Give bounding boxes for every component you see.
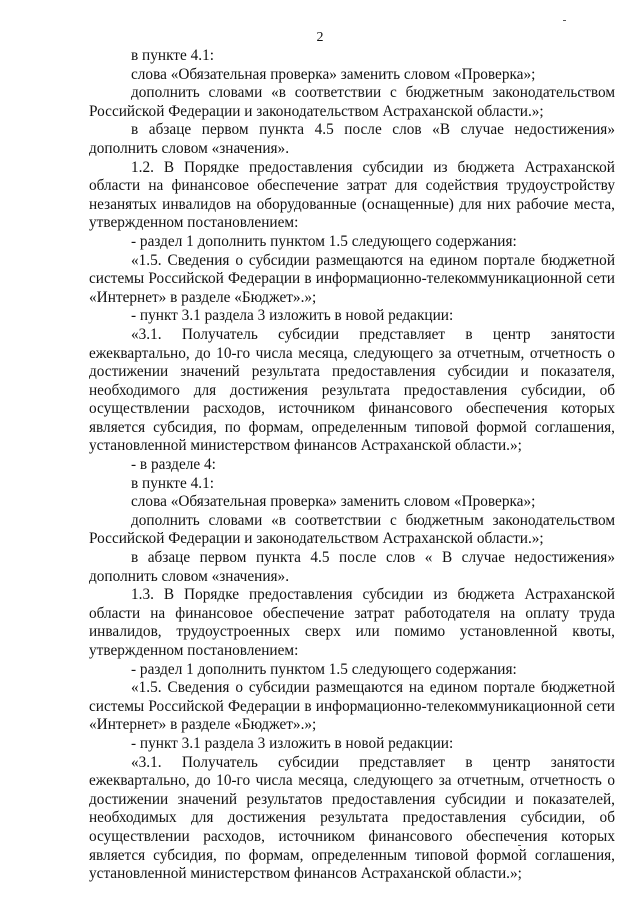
paragraph-18: - пункт 3.1 раздела 3 изложить в новой редакции: (131, 734, 454, 752)
paragraph-4: в абзаце первом пункта 4.5 после слов «В случае недостижения» дополнить словом «значения». (89, 121, 615, 157)
paragraph-3: дополнить словами «в соответствии с бюджетным законодательством Российской Федерации и законодательством Астраханской области.»; (89, 84, 615, 120)
paragraph-7: «1.5. Сведения о субсидии размещаются на едином портале бюджетной системы Российской Федерации в информационно-телекоммуникационной сети «Интернет» в разделе «Бюджет».»; (89, 251, 615, 306)
paragraph-16: - раздел 1 дополнить пунктом 1.5 следующего содержания: (131, 660, 517, 678)
paragraph-13: дополнить словами «в соответствии с бюджетным законодательством Российской Федерации и законодательством Астраханской области.»; (89, 511, 615, 548)
paragraph-5: 1.2. В Порядке предоставления субсидии из бюджета Астраханской области на финансовое обеспечение затрат для содействия трудоустройству незанятых инвалидов на оборудованные (оснащенные) для них рабочие места, утвержденном постановлением: (89, 158, 615, 232)
scan-speck (518, 845, 521, 846)
paragraph-12: слова «Обязательная проверка» заменить словом «Проверка»; (131, 493, 536, 511)
paragraph-8: - пункт 3.1 раздела 3 изложить в новой редакции: (131, 307, 454, 325)
paragraph-1: в пункте 4.1: (131, 47, 214, 64)
paragraph-6: - раздел 1 дополнить пунктом 1.5 следующего содержания: (131, 232, 517, 250)
paragraph-2: слова «Обязательная проверка» заменить словом «Проверка»; (131, 65, 536, 83)
paragraph-11: в пункте 4.1: (131, 474, 214, 492)
page-number: 2 (316, 30, 324, 45)
paragraph-9: «3.1. Получатель субсидии представляет в центр занятости ежеквартально, до 10-го числа месяца, следующего за отчетным, отчетность о достижении значений результата предоставления субсидии и показателя, необходимого для достижения результата предоставления субсидии, об осуществлении расходов, источником финансового обеспечения которых является субсидия, по формам, определенным типовой формой соглашения, установленной министерством финансов Астраханской области.»; (89, 325, 615, 455)
paragraph-19: «3.1. Получатель субсидии представляет в центр занятости ежеквартально, до 10-го числа месяца, следующего за отчетным, отчетность о достижении значений результатов предоставления субсидии и показателей, необходимых для достижения результата предоставления субсидии, об осуществлении расходов, источником финансового обеспечения которых является субсидия, по формам, определенным типовой формой соглашения, установленной министерством финансов Астраханской области.»; (89, 753, 615, 883)
scan-speck (563, 20, 566, 21)
paragraph-15: 1.3. В Порядке предоставления субсидии из бюджета Астраханской области на финансовое обеспечение затрат работодателя на оплату труда инвалидов, трудоустроенных сверх или помимо установленной квоты, утвержденном постановлением: (89, 586, 615, 659)
paragraph-17: «1.5. Сведения о субсидии размещаются на едином портале бюджетной системы Российской Федерации в информационно-телекоммуникационной сети «Интернет» в разделе «Бюджет».»; (89, 679, 615, 734)
paragraph-14: в абзаце первом пункта 4.5 после слов « В случае недостижения» дополнить словом «значения». (89, 549, 615, 585)
document-body (89, 47, 615, 884)
paragraph-10: - в разделе 4: (131, 456, 216, 474)
